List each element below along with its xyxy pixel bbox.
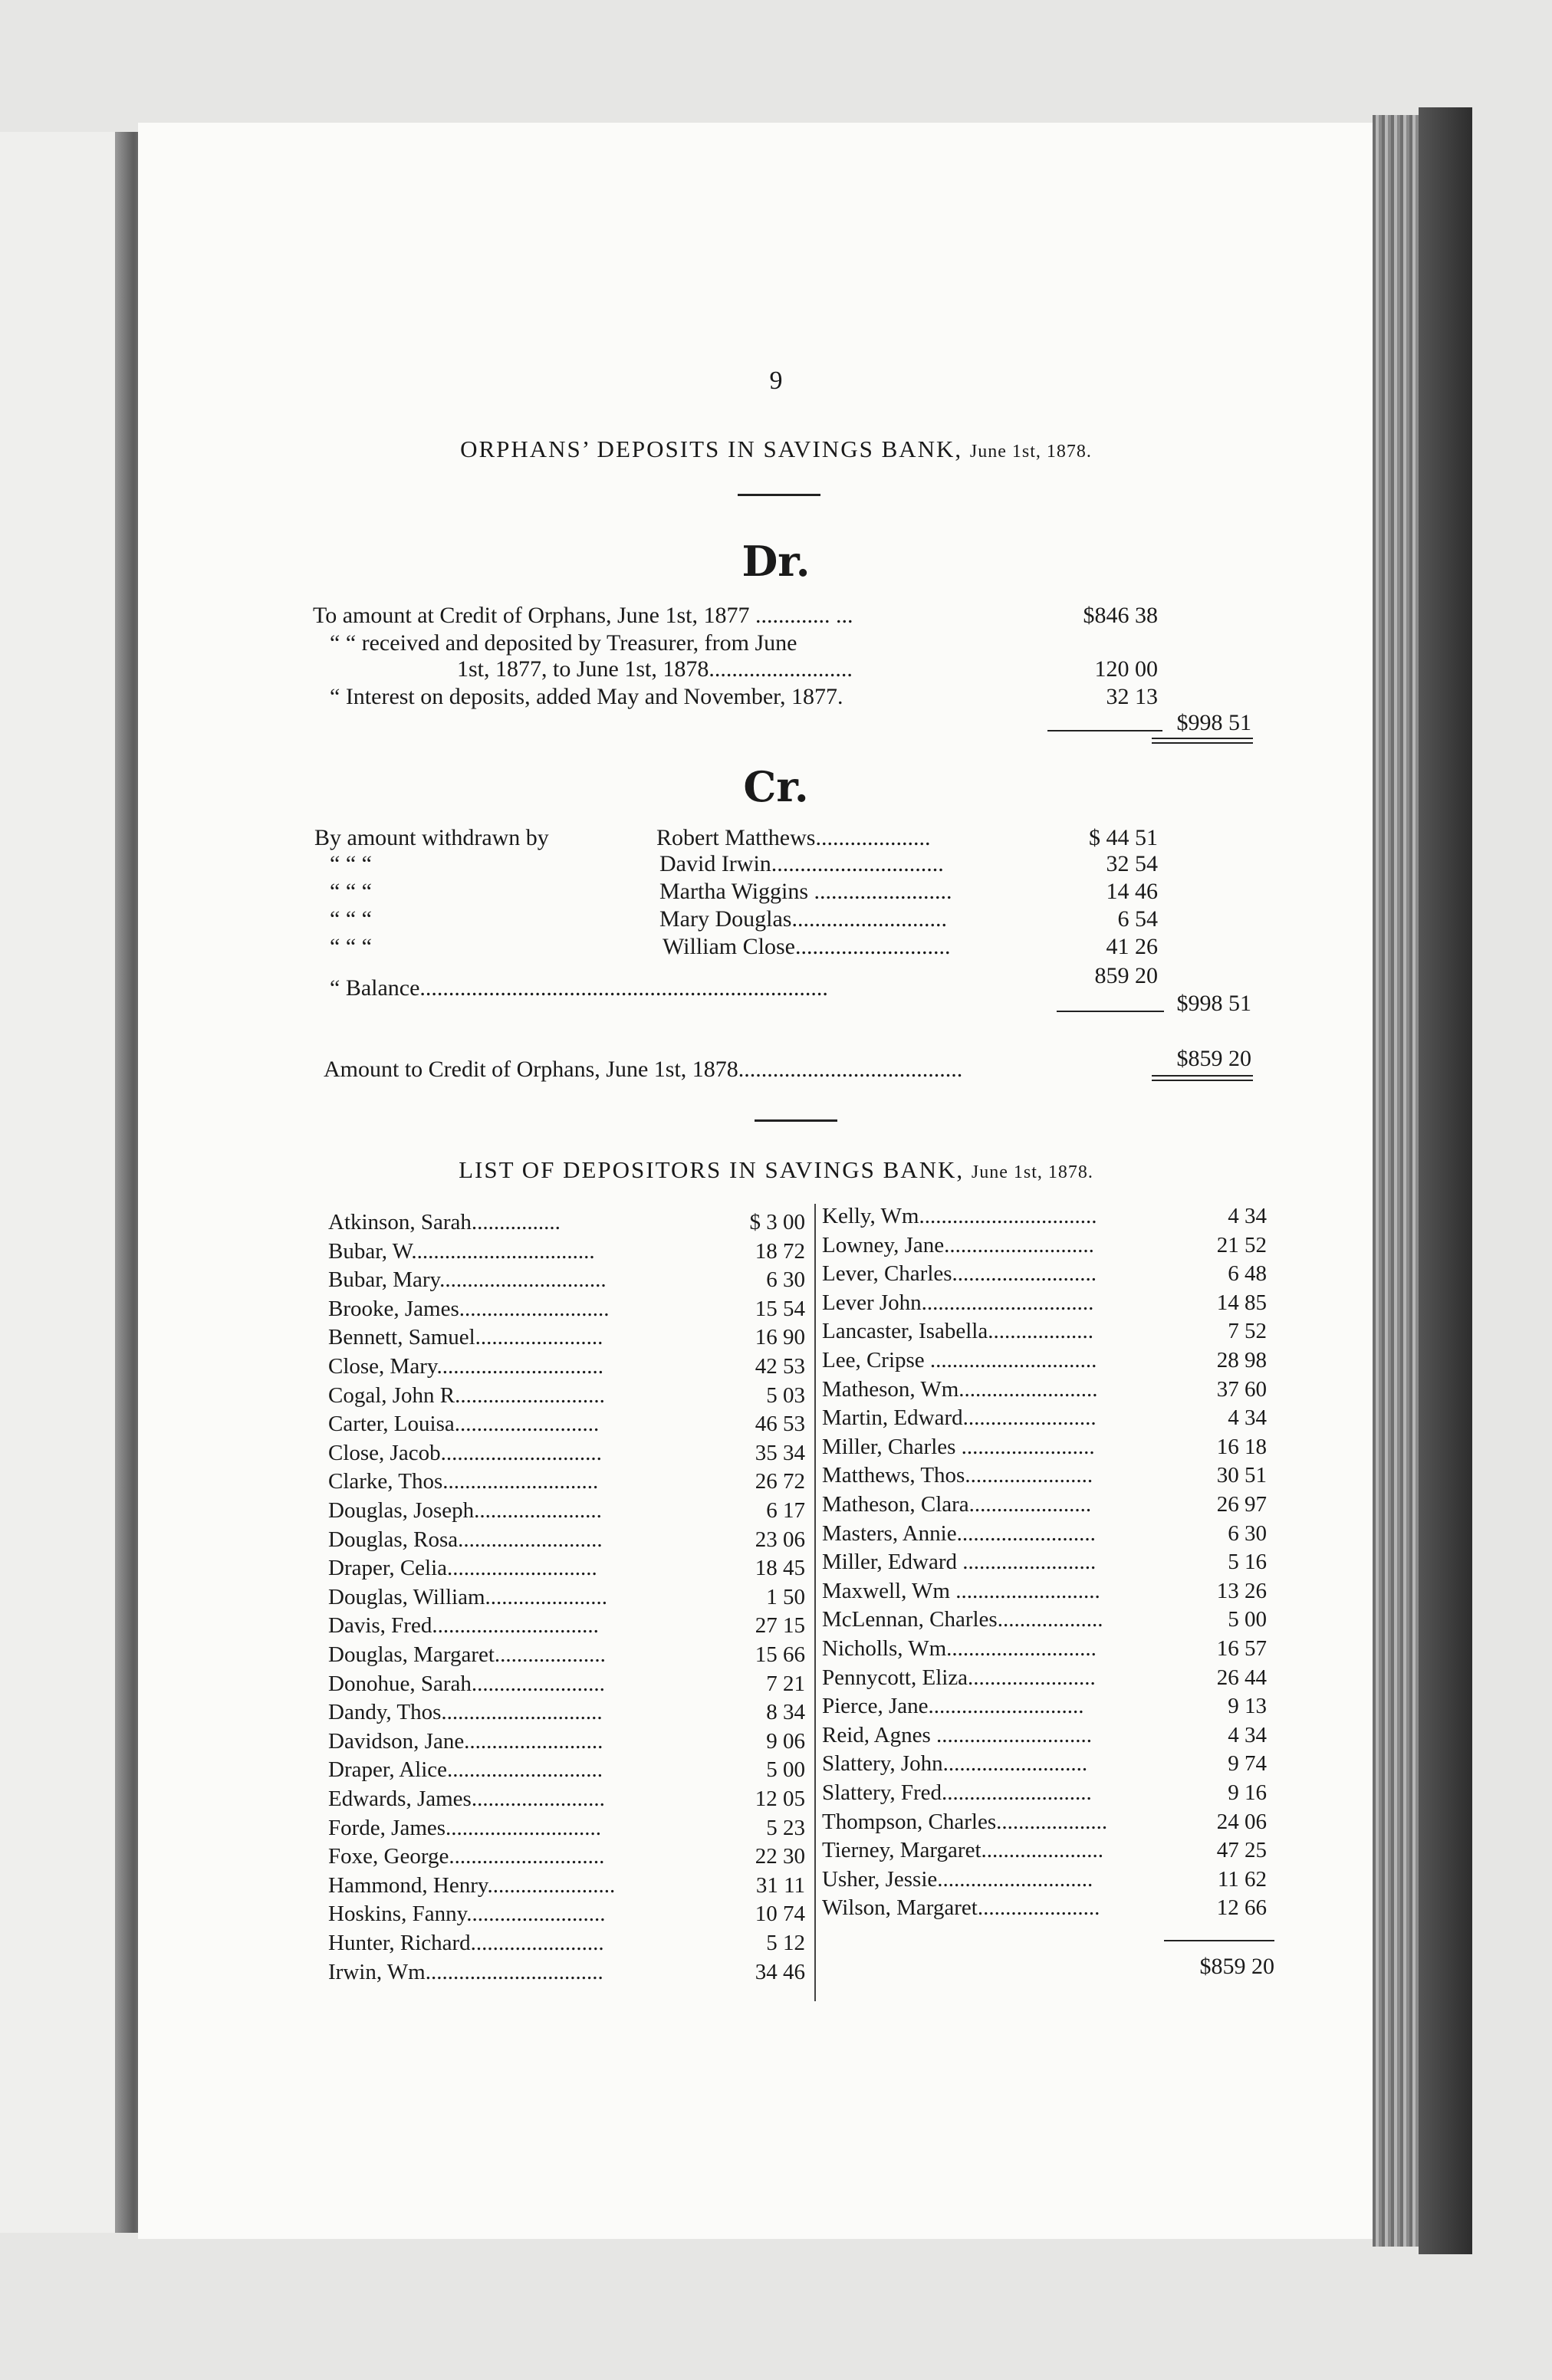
depositor-amount: 42 53 bbox=[755, 1354, 805, 1379]
cr-entry-1-amount: $ 44 51 bbox=[1089, 825, 1158, 850]
depositor-amount: 1 50 bbox=[766, 1584, 805, 1609]
depositor-name: Douglas, Rosa.......................... bbox=[328, 1527, 603, 1552]
depositor-amount: 9 16 bbox=[1228, 1780, 1267, 1805]
depositor-name: Lever, Charles.......................... bbox=[822, 1261, 1097, 1287]
depositor-name: Masters, Annie......................... bbox=[822, 1520, 1096, 1546]
section-rule bbox=[755, 1119, 837, 1122]
page-number: 9 bbox=[769, 367, 783, 395]
depositor-name: Douglas, Joseph....................... bbox=[328, 1498, 602, 1523]
depositor-amount: 4 34 bbox=[1228, 1405, 1267, 1431]
depositor-name: Matheson, Wm......................... bbox=[822, 1376, 1098, 1402]
depositor-name: Dandy, Thos............................. bbox=[328, 1700, 603, 1725]
list-total: $859 20 bbox=[1199, 1954, 1274, 1979]
depositor-amount: 16 57 bbox=[1216, 1636, 1267, 1661]
dr-total: $998 51 bbox=[1176, 710, 1251, 735]
depositor-name: Close, Mary.............................. bbox=[328, 1354, 603, 1379]
depositor-amount: 15 54 bbox=[755, 1296, 805, 1321]
cr-ditto-4: “ “ “ bbox=[330, 906, 372, 932]
depositor-amount: 5 00 bbox=[766, 1757, 805, 1783]
depositor-amount: 23 06 bbox=[755, 1527, 805, 1552]
cr-entry-4-name: Mary Douglas........................... bbox=[659, 906, 947, 932]
depositor-name: Foxe, George............................ bbox=[328, 1844, 605, 1869]
dr-entry-4-amount: 32 13 bbox=[1106, 684, 1158, 709]
depositor-name: Davis, Fred.............................. bbox=[328, 1613, 599, 1639]
cr-balance-amount: 859 20 bbox=[1094, 963, 1158, 988]
depositor-amount: 10 74 bbox=[755, 1902, 805, 1927]
depositor-amount: 4 34 bbox=[1228, 1722, 1267, 1747]
depositor-amount: 35 34 bbox=[755, 1440, 805, 1465]
dr-entry-2-label: “ “ received and deposited by Treasurer, from June bbox=[330, 630, 797, 656]
depositor-amount: 34 46 bbox=[755, 1959, 805, 1984]
depositor-amount: 6 30 bbox=[766, 1267, 805, 1293]
depositor-name: Lever John............................... bbox=[822, 1290, 1094, 1315]
depositor-amount: 26 44 bbox=[1216, 1665, 1267, 1690]
depositor-name: Usher, Jessie............................ bbox=[822, 1866, 1093, 1892]
cr-ditto-5: “ “ “ bbox=[330, 934, 372, 959]
depositor-amount: 16 90 bbox=[755, 1325, 805, 1350]
depositor-name: Clarke, Thos............................ bbox=[328, 1469, 599, 1494]
depositor-name: Matheson, Clara...................... bbox=[822, 1492, 1092, 1517]
title-rule bbox=[738, 494, 820, 496]
depositor-name: Cogal, John R........................... bbox=[328, 1382, 605, 1408]
depositor-amount: 6 17 bbox=[766, 1498, 805, 1523]
depositor-name: Douglas, William...................... bbox=[328, 1584, 608, 1609]
depositor-name: Kelly, Wm................................ bbox=[822, 1204, 1097, 1228]
depositor-name: Tierney, Margaret...................... bbox=[822, 1838, 1104, 1863]
cr-entry-2-amount: 32 54 bbox=[1106, 851, 1158, 876]
depositor-amount: 4 34 bbox=[1228, 1204, 1267, 1228]
depositor-name: Pennycott, Eliza....................... bbox=[822, 1665, 1096, 1690]
cr-total: $998 51 bbox=[1176, 991, 1251, 1016]
credit-line-amount: $859 20 bbox=[1176, 1046, 1251, 1071]
depositor-amount: 18 72 bbox=[755, 1238, 805, 1264]
cr-prefix: By amount withdrawn by bbox=[314, 825, 549, 850]
depositor-amount: 26 97 bbox=[1216, 1492, 1267, 1517]
depositor-amount: 30 51 bbox=[1216, 1463, 1267, 1488]
credit-underline-1 bbox=[1152, 1075, 1253, 1077]
cr-heading: Cr. bbox=[743, 762, 809, 811]
dr-total-lead-rule bbox=[1047, 730, 1162, 731]
depositor-name: Bennett, Samuel....................... bbox=[328, 1325, 603, 1350]
depositor-amount: 18 45 bbox=[755, 1556, 805, 1581]
depositor-amount: 28 98 bbox=[1216, 1348, 1267, 1372]
depositor-name: Wilson, Margaret...................... bbox=[822, 1895, 1100, 1921]
dr-entry-1-amount: $846 38 bbox=[1083, 603, 1158, 628]
cr-ditto-3: “ “ “ bbox=[330, 879, 372, 904]
cr-entry-1-name: Robert Matthews.................... bbox=[656, 825, 931, 850]
depositor-name: Bubar, Mary.............................. bbox=[328, 1267, 607, 1293]
depositor-name: Pierce, Jane............................ bbox=[822, 1694, 1084, 1719]
depositor-name: Brooke, James........................... bbox=[328, 1296, 610, 1321]
depositor-name: Miller, Edward ........................ bbox=[822, 1550, 1097, 1575]
depositor-amount: 6 30 bbox=[1228, 1520, 1267, 1546]
depositor-amount: 47 25 bbox=[1216, 1838, 1267, 1863]
depositor-name: Douglas, Margaret.................... bbox=[328, 1642, 606, 1667]
depositor-name: Lancaster, Isabella................... bbox=[822, 1319, 1093, 1344]
depositor-amount: 5 12 bbox=[766, 1931, 805, 1955]
list-title-main: LIST OF DEPOSITORS IN SAVINGS BANK, bbox=[459, 1156, 965, 1183]
list-title-date: June 1st, 1878. bbox=[971, 1162, 1093, 1182]
page-title-date: June 1st, 1878. bbox=[969, 442, 1092, 462]
depositor-name: Forde, James............................ bbox=[328, 1815, 602, 1840]
depositor-amount: 7 21 bbox=[766, 1671, 805, 1696]
depositor-name: Reid, Agnes ............................ bbox=[822, 1722, 1093, 1747]
depositor-amount: 12 05 bbox=[755, 1787, 805, 1811]
depositor-name: Close, Jacob............................. bbox=[328, 1440, 602, 1465]
cr-entry-4-amount: 6 54 bbox=[1117, 906, 1158, 932]
depositor-amount: 37 60 bbox=[1216, 1376, 1267, 1402]
page-title-main: ORPHANS’ DEPOSITS IN SAVINGS BANK, bbox=[460, 436, 963, 462]
cr-entry-3-name: Martha Wiggins ........................ bbox=[659, 879, 952, 904]
depositor-name: Hammond, Henry....................... bbox=[328, 1872, 616, 1898]
depositor-name: Matthews, Thos....................... bbox=[822, 1463, 1093, 1488]
depositor-amount: 9 74 bbox=[1228, 1751, 1267, 1777]
depositor-name: Atkinson, Sarah................ bbox=[328, 1210, 561, 1234]
depositor-amount: 5 00 bbox=[1228, 1607, 1267, 1632]
column-separator bbox=[814, 1204, 816, 2001]
depositor-amount: 27 15 bbox=[755, 1613, 805, 1639]
depositor-amount: 6 48 bbox=[1228, 1261, 1267, 1287]
depositor-amount: 9 13 bbox=[1228, 1694, 1267, 1719]
depositor-name: Thompson, Charles.................... bbox=[822, 1809, 1108, 1834]
depositor-amount: 7 52 bbox=[1228, 1319, 1267, 1344]
depositor-amount: 24 06 bbox=[1216, 1809, 1267, 1834]
depositor-name: Donohue, Sarah........................ bbox=[328, 1671, 605, 1696]
depositor-name: Lee, Cripse .............................. bbox=[822, 1348, 1097, 1372]
depositor-name: Davidson, Jane......................... bbox=[328, 1728, 603, 1754]
depositor-amount: 5 03 bbox=[766, 1382, 805, 1408]
depositor-name: Irwin, Wm................................ bbox=[328, 1959, 603, 1984]
dr-entry-4-label: “ Interest on deposits, added May and November, 1877. bbox=[330, 684, 843, 709]
dr-entry-1-label: To amount at Credit of Orphans, June 1st, 1877 ............. ... bbox=[313, 603, 853, 628]
cr-entry-2-name: David Irwin.............................. bbox=[659, 851, 944, 876]
credit-line-label: Amount to Credit of Orphans, June 1st, 1878....................................... bbox=[324, 1057, 963, 1082]
dr-entry-3-label: 1st, 1877, to June 1st, 1878......................... bbox=[457, 656, 853, 682]
depositor-name: Bubar, W................................. bbox=[328, 1238, 595, 1264]
depositor-name: Maxwell, Wm .......................... bbox=[822, 1578, 1100, 1603]
depositor-name: Lowney, Jane........................... bbox=[822, 1232, 1094, 1257]
dr-total-underline-2 bbox=[1152, 742, 1253, 744]
dr-heading: Dr. bbox=[741, 537, 811, 586]
dr-entry-3-amount: 120 00 bbox=[1094, 656, 1158, 682]
depositor-name: Hunter, Richard........................ bbox=[328, 1931, 604, 1955]
depositor-amount: 15 66 bbox=[755, 1642, 805, 1667]
depositor-name: McLennan, Charles................... bbox=[822, 1607, 1103, 1632]
depositor-amount: $ 3 00 bbox=[749, 1210, 805, 1234]
depositor-name: Edwards, James........................ bbox=[328, 1787, 605, 1811]
depositor-amount: 21 52 bbox=[1216, 1232, 1267, 1257]
cr-total-lead-rule bbox=[1057, 1011, 1164, 1012]
cr-balance-label: “ Balance....................................................................... bbox=[330, 975, 828, 1001]
depositor-amount: 8 34 bbox=[766, 1700, 805, 1725]
list-total-rule bbox=[1164, 1940, 1274, 1941]
cr-entry-3-amount: 14 46 bbox=[1106, 879, 1158, 904]
cr-ditto-2: “ “ “ bbox=[330, 851, 372, 876]
list-title bbox=[0, 1156, 1552, 1184]
depositor-name: Slattery, John.......................... bbox=[822, 1751, 1088, 1777]
credit-underline-2 bbox=[1152, 1080, 1253, 1081]
depositor-amount: 16 18 bbox=[1216, 1434, 1267, 1459]
depositor-amount: 26 72 bbox=[755, 1469, 805, 1494]
page-title bbox=[0, 436, 1552, 463]
depositor-amount: 14 85 bbox=[1216, 1290, 1267, 1315]
cr-entry-5-amount: 41 26 bbox=[1106, 934, 1158, 959]
dr-total-underline-1 bbox=[1152, 738, 1253, 739]
depositor-amount: 5 23 bbox=[766, 1815, 805, 1840]
depositor-name: Miller, Charles ........................ bbox=[822, 1434, 1095, 1459]
depositor-amount: 11 62 bbox=[1217, 1866, 1267, 1892]
depositor-name: Slattery, Fred........................... bbox=[822, 1780, 1092, 1805]
depositor-amount: 9 06 bbox=[766, 1728, 805, 1754]
depositor-name: Martin, Edward........................ bbox=[822, 1405, 1097, 1431]
depositor-name: Draper, Celia........................... bbox=[328, 1556, 597, 1581]
depositor-name: Nicholls, Wm........................... bbox=[822, 1636, 1097, 1661]
depositor-amount: 31 11 bbox=[755, 1872, 805, 1898]
depositor-amount: 12 66 bbox=[1216, 1895, 1267, 1921]
depositor-amount: 22 30 bbox=[755, 1844, 805, 1869]
depositor-amount: 13 26 bbox=[1216, 1578, 1267, 1603]
depositor-name: Carter, Louisa.......................... bbox=[328, 1412, 600, 1437]
depositor-amount: 5 16 bbox=[1228, 1550, 1267, 1575]
depositor-name: Hoskins, Fanny......................... bbox=[328, 1902, 606, 1927]
cr-entry-5-name: William Close........................... bbox=[663, 934, 951, 959]
depositor-name: Draper, Alice............................ bbox=[328, 1757, 603, 1783]
depositor-amount: 46 53 bbox=[755, 1412, 805, 1437]
